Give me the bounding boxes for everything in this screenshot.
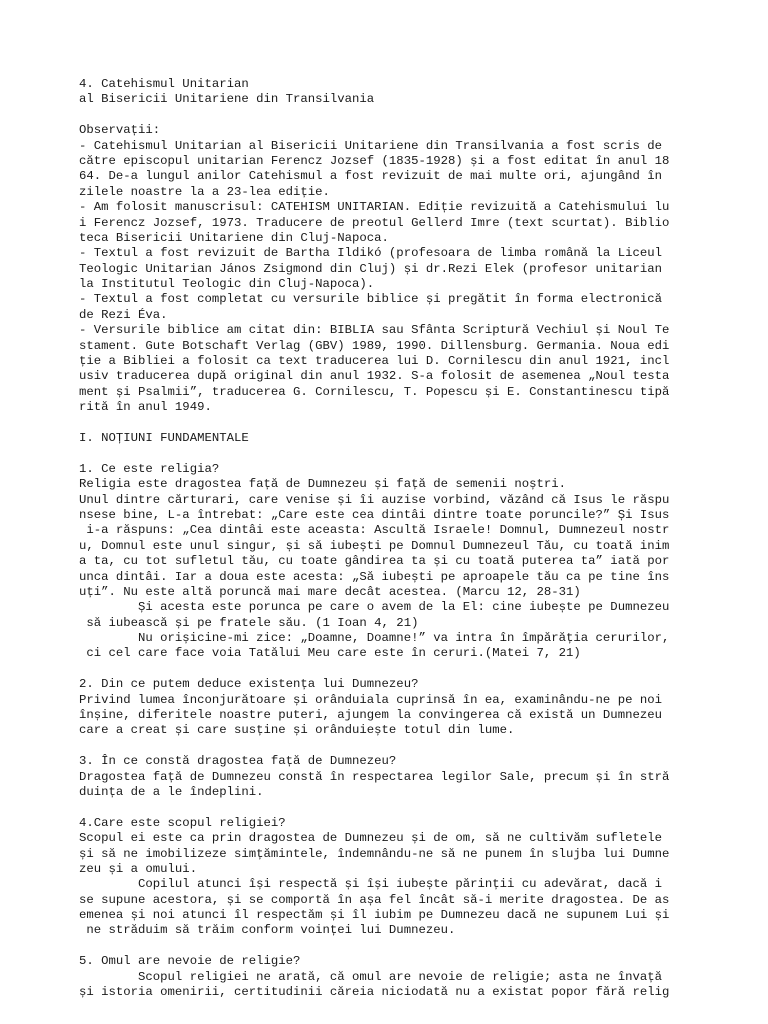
text-line: Unul dintre cărturari, care venise și îi auzise vorbind, văzând că Isus le răspu: [79, 492, 670, 507]
text-line: I. NOȚIUNI FUNDAMENTALE: [79, 430, 249, 445]
blank-line: [79, 939, 719, 954]
blank-line: [79, 800, 719, 815]
text-line: - Textul a fost revizuit de Bartha Ildikó (profesoara de limba română la Liceul: [79, 246, 662, 261]
text-line: - Textul a fost completat cu versurile biblice și pregătit în forma electronică: [79, 292, 662, 307]
text-line: Nu orișicine-mi zice: „Doamne, Doamne!” va intra în împărăția cerurilor,: [79, 631, 670, 646]
text-line: și să ne imobilizeze simțămintele, îndemnându-ne să ne punem în slujba lui Dumne: [79, 846, 670, 861]
text-line: să iubească și pe fratele său. (1 Ioan 4, 21): [79, 615, 419, 630]
text-line: de Rezi Éva.: [79, 307, 168, 322]
text-line: uți”. Nu este altă poruncă mai mare decât acestea. (Marcu 12, 28-31): [79, 584, 581, 599]
text-line: emenea și noi atunci îl respectăm și îl iubim pe Dumnezeu dacă ne supunem Lui și: [79, 908, 670, 923]
blank-line: [79, 446, 719, 461]
blank-line: [79, 108, 719, 123]
text-line: Privind lumea înconjurătoare și orânduiala cuprinsă în ea, examinându-ne pe noi: [79, 692, 662, 707]
text-line: Teologic Unitarian János Zsigmond din Cluj) și dr.Rezi Elek (profesor unitarian: [79, 261, 662, 276]
text-line: ție a Bibliei a folosit ca text traducerea lui D. Cornilescu din anul 1921, incl: [79, 354, 670, 369]
text-line: 4.Care este scopul religiei?: [79, 815, 286, 830]
text-line: u, Domnul este unul singur, și să iubești pe Domnul Dumnezeul Tău, cu toată inim: [79, 538, 670, 553]
text-line: Și acesta este porunca pe care o avem de la El: cine iubește pe Dumnezeu: [79, 600, 670, 615]
text-line: Copilul atunci își respectă și își iubește părinții cu adevărat, dacă i: [79, 877, 662, 892]
text-line: unca dintâi. Iar a doua este acesta: „Să iubești pe aproapele tău ca pe tine îns: [79, 569, 670, 584]
text-line: 3. În ce constă dragostea față de Dumnezeu?: [79, 754, 397, 769]
text-line: duința de a le îndeplini.: [79, 784, 264, 799]
text-line: 1. Ce este religia?: [79, 461, 220, 476]
text-line: se supune acestora, și se comportă în așa fel încât să-i merite dragostea. De as: [79, 892, 670, 907]
text-line: a ta, cu tot sufletul tău, cu toate gândirea ta și cu toată puterea ta” iată por: [79, 554, 670, 569]
text-line: și istoria omenirii, certitudinii căreia niciodată nu a existat popor fără relig: [79, 985, 670, 1000]
text-line: nsese bine, L-a întrebat: „Care este cea dintâi dintre toate poruncile?” Și Isus: [79, 507, 670, 522]
document-text: [79, 77, 719, 1000]
text-line: Observații:: [79, 123, 161, 138]
blank-line: [79, 416, 719, 431]
text-line: teca Bisericii Unitariene din Cluj-Napoca.: [79, 230, 389, 245]
text-line: Scopul religiei ne arată, că omul are nevoie de religie; asta ne învață: [79, 969, 662, 984]
blank-line: [79, 739, 719, 754]
text-line: - Catehismul Unitarian al Bisericii Unitariene din Transilvania a fost scris de: [79, 138, 662, 153]
text-line: - Am folosit manuscrisul: CATEHISM UNITARIAN. Ediție revizuită a Catehismului lu: [79, 200, 670, 215]
text-line: care a creat și care susține și orânduiește totul din lume.: [79, 723, 515, 738]
text-line: Scopul ei este ca prin dragostea de Dumnezeu și de om, să ne cultivăm sufletele: [79, 831, 662, 846]
text-line: ci cel care face voia Tatălui Meu care este în ceruri.(Matei 7, 21): [79, 646, 581, 661]
text-line: al Bisericii Unitariene din Transilvania: [79, 92, 375, 107]
text-line: înșine, diferitele noastre puteri, ajungem la convingerea că există un Dumnezeu: [79, 708, 662, 723]
text-line: către episcopul unitarian Ferencz Jozsef (1835-1928) și a fost editat în anul 18: [79, 153, 670, 168]
text-line: stament. Gute Botschaft Verlag (GBV) 1989, 1990. Dillensburg. Germania. Noua edi: [79, 338, 670, 353]
text-line: i Ferencz Jozsef, 1973. Traducere de preotul Gellerd Imre (text scurtat). Biblio: [79, 215, 670, 230]
blank-line: [79, 662, 719, 677]
text-line: 4. Catehismul Unitarian: [79, 77, 249, 91]
text-line: 5. Omul are nevoie de religie?: [79, 954, 301, 969]
text-line: 2. Din ce putem deduce existența lui Dumnezeu?: [79, 677, 419, 692]
text-line: usiv traducerea după original din anul 1932. S-a folosit de asemenea „Noul testa: [79, 369, 670, 384]
text-line: ment și Psalmii”, traducerea G. Cornilescu, T. Popescu și E. Constantinescu tipă: [79, 384, 670, 399]
text-line: rită în anul 1949.: [79, 400, 212, 415]
text-line: - Versurile biblice am citat din: BIBLIA sau Sfânta Scriptură Vechiul și Noul Te: [79, 323, 670, 338]
text-line: zeu și a omului.: [79, 861, 198, 876]
text-line: i-a răspuns: „Cea dintâi este aceasta: Ascultă Israele! Domnul, Dumnezeul nostr: [79, 523, 670, 538]
text-line: Religia este dragostea față de Dumnezeu și față de semenii noștri.: [79, 477, 567, 492]
text-line: zilele noastre la a 23-lea ediție.: [79, 184, 330, 199]
text-line: ne străduim să trăim conform voinței lui Dumnezeu.: [79, 923, 456, 938]
text-line: 64. De-a lungul anilor Catehismul a fost revizuit de mai multe ori, ajungând în: [79, 169, 662, 184]
text-line: Dragostea față de Dumnezeu constă în respectarea legilor Sale, precum și în stră: [79, 769, 670, 784]
text-line: la Institutul Teologic din Cluj-Napoca).: [79, 277, 375, 292]
